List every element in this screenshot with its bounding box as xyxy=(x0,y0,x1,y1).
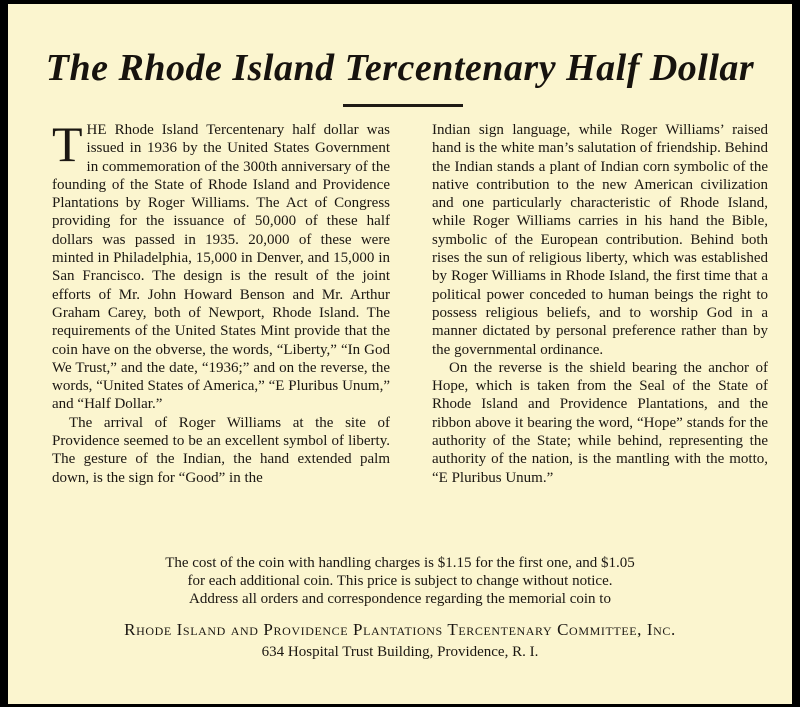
right-column xyxy=(432,121,768,487)
committee-name: Rhode Island and Providence Plantations Tercentenary Committee, Inc. xyxy=(124,620,676,639)
pricing-line-3: Address all orders and correspondence regarding the memorial coin to xyxy=(189,591,611,607)
right-paragraph-1: Indian sign language, while Roger Williams’ raised hand is the white man’s salutation of friendship. Behind the Indian stands a plant of Indian corn symbolic of the native contribution to the new American civilization and one particularly characteristic of Rhode Island, while Roger Williams carries in his hand the Bible, symbolic of the European contribution. Behind both rises the sun of religious liberty, which was established by Roger Williams in Rhode Island, the first time that a political power conceded to human beings the right to possess religious beliefs, and to worship God in a manner dictated by personal preference rather than by the governmental ordinance. xyxy=(432,122,768,358)
committee-address: 634 Hospital Trust Building, Providence, R. I. xyxy=(261,644,539,660)
left-paragraph-1 xyxy=(52,116,390,414)
page-title: The Rhode Island Tercentenary Half Dollar xyxy=(45,47,755,89)
left-column xyxy=(52,116,390,487)
title-divider xyxy=(343,104,463,107)
right-paragraph-2: On the reverse is the shield bearing the anchor of Hope, which is taken from the Seal of the State of Rhode Island and Providence Plantations, and the ribbon above it bearing the word, “Hope” stands for the authority of the State; while behind, representing the authority of the nation, is the mantling with the motto, “E Pluribus Unum.” xyxy=(432,359,768,486)
pricing-notice xyxy=(8,554,792,608)
document-page xyxy=(8,4,792,704)
pricing-line-1: The cost of the coin with handling charges is $1.15 for the first one, and $1.05 xyxy=(165,555,635,571)
left-paragraph-2: The arrival of Roger Williams at the site of Providence seemed to be an excellent symbol of liberty. The gesture of the Indian, the hand extended palm down, is the sign for “Good” in the xyxy=(52,414,390,486)
pricing-line-2: for each additional coin. This price is subject to change without notice. xyxy=(187,573,613,589)
left-paragraph-1-text: HE Rhode Island Tercentenary half dollar was issued in 1936 by the United States Government in commemoration of the 300th anniversary of the founding of the State of Rhode Island and Providence Plantations by Roger Williams. The Act of Congress providing for the issuance of 50,000 of these half dollars was passed in 1935. 20,000 of these were minted in Philadelphia, 15,000 in Denver, and 15,000 in San Francisco. The design is the result of the joint efforts of Mr. John Howard Benson and Mr. Arthur Graham Carey, both of Newport, Rhode Island. The requirements of the United States Mint provide that the coin have on the obverse, the words, “Liberty,” “In God We Trust,” and the date, “1936;” and on the reverse, the words, “United States of America,” “E Pluribus Unum,” and “Half Dollar.” xyxy=(52,122,390,413)
drop-cap: T xyxy=(52,116,83,172)
